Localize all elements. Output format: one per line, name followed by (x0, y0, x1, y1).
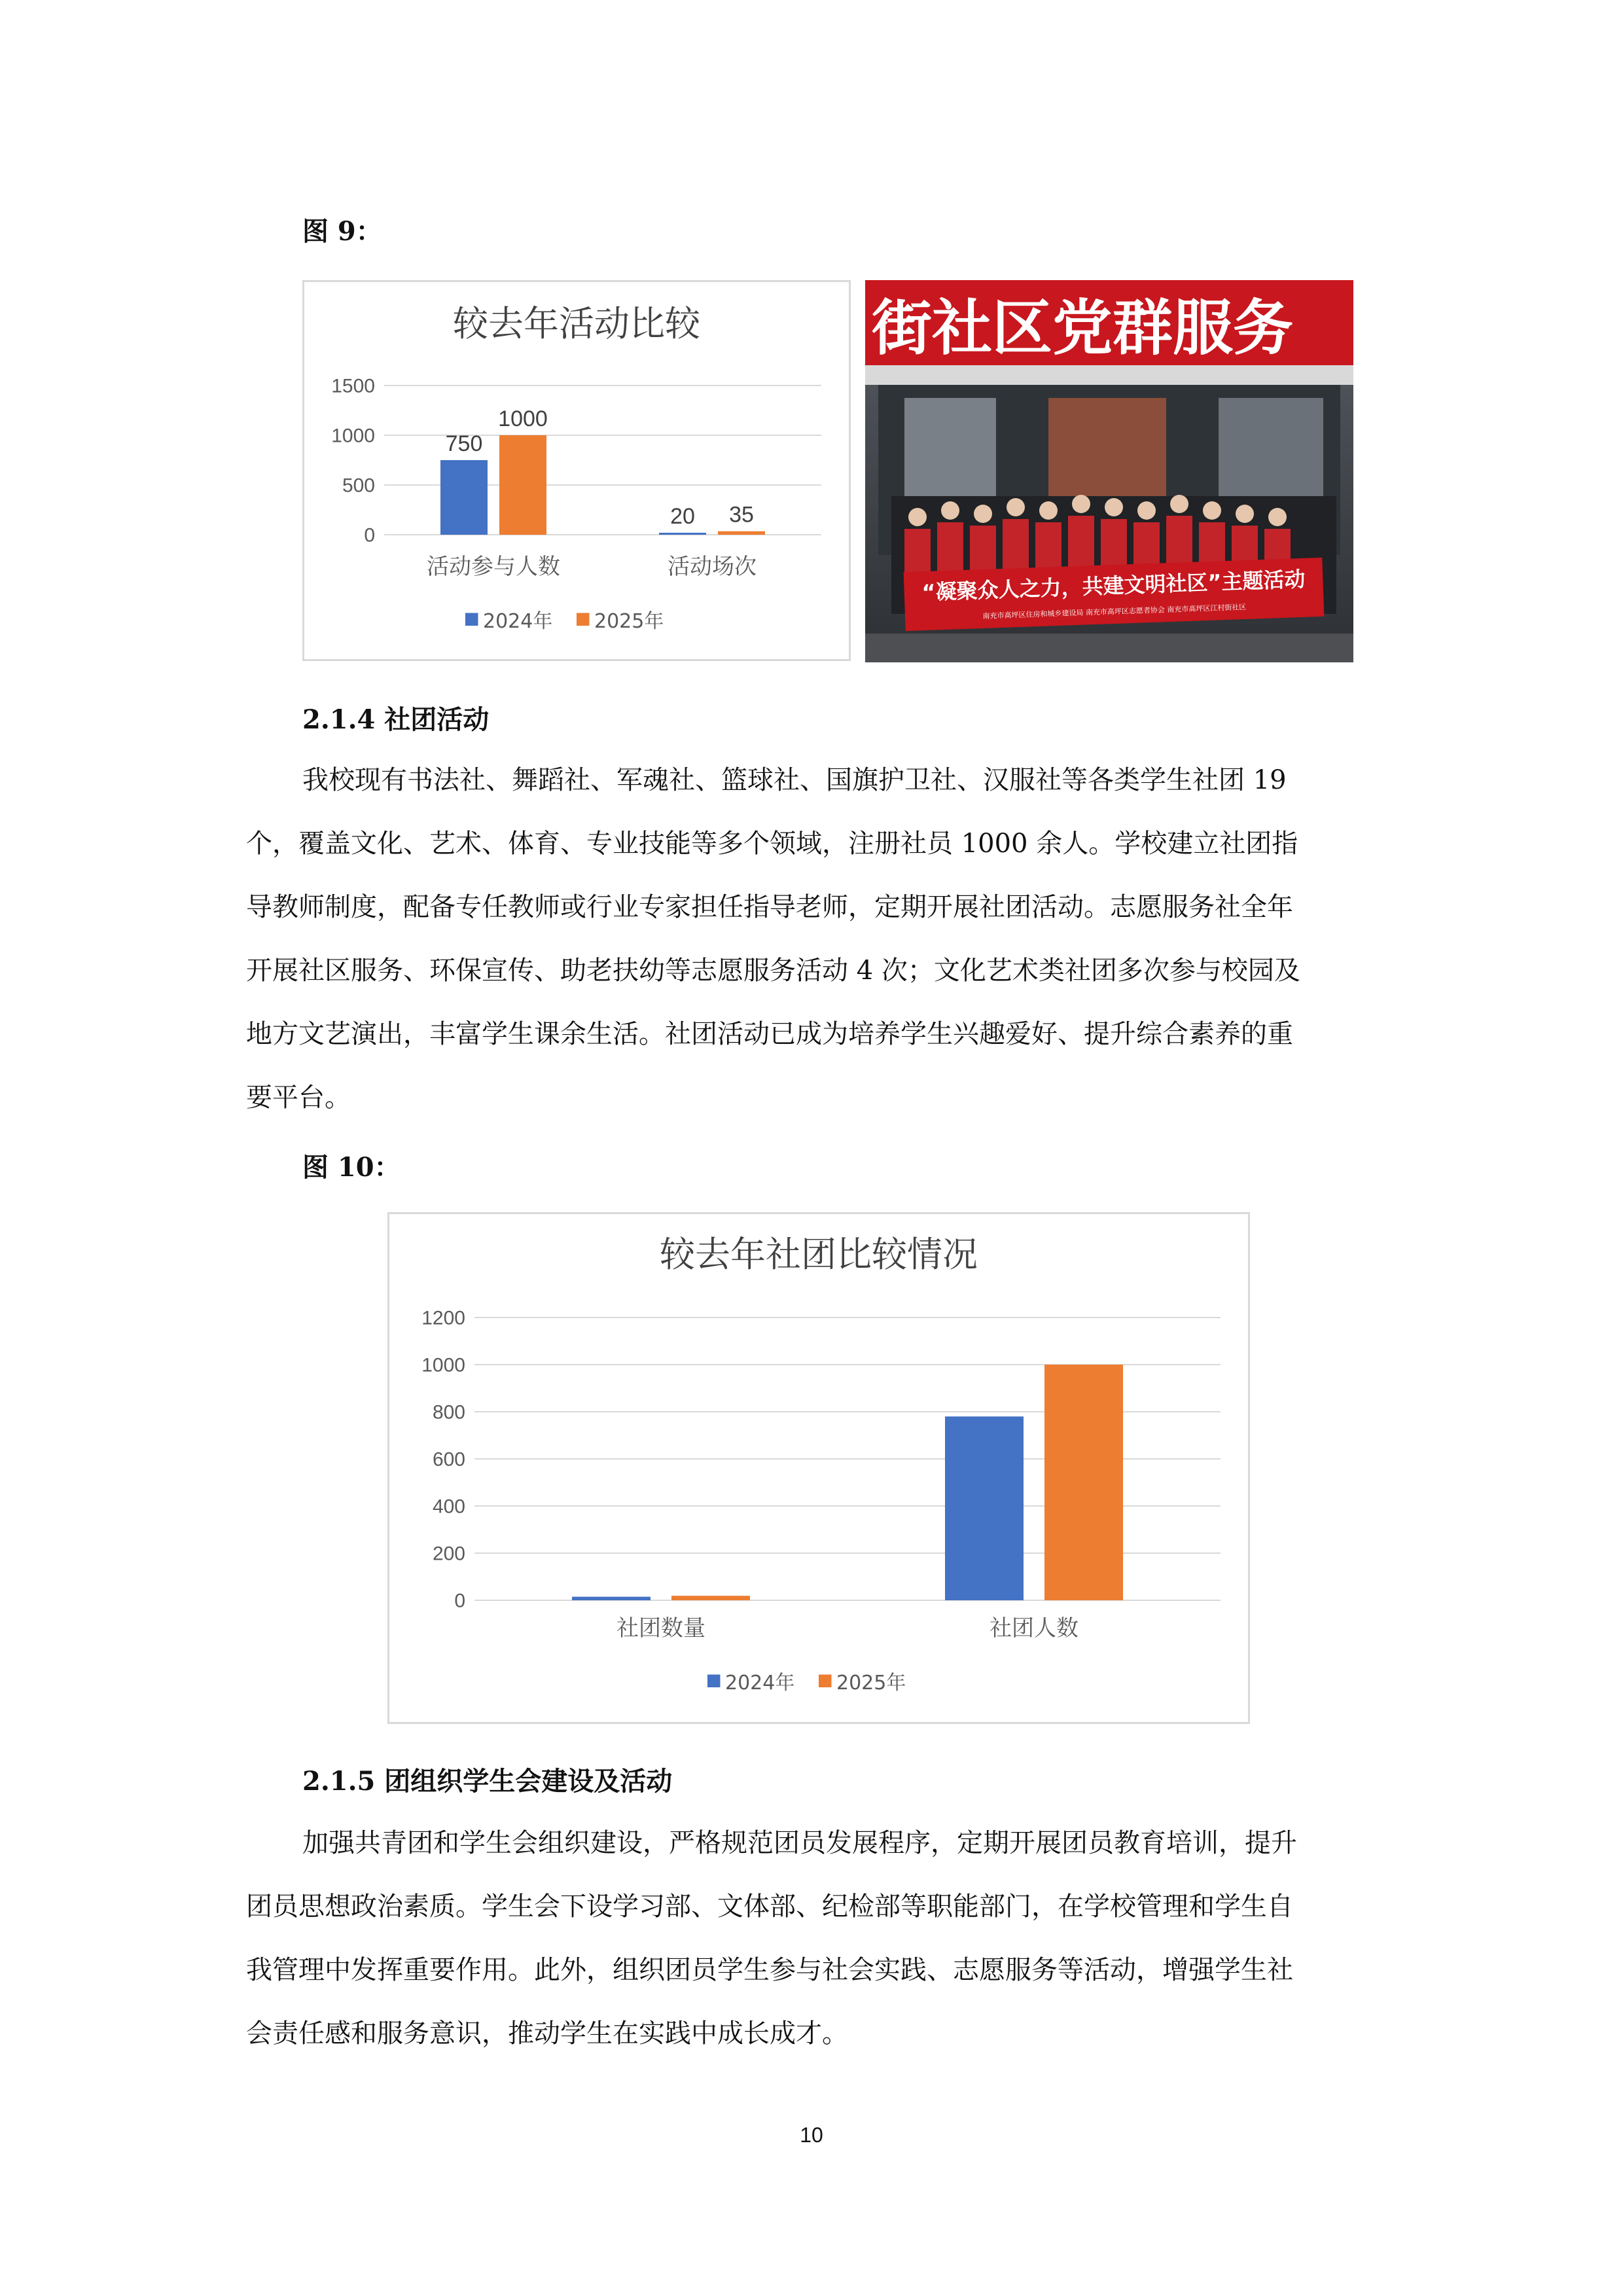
y-tick-label: 1500 (331, 375, 375, 397)
bar (499, 435, 546, 535)
figure-10-chart (387, 1212, 1250, 1724)
legend (465, 610, 664, 633)
figure-9-label: 图 9： (302, 216, 382, 247)
paragraph-line: 团员思想政治素质。学生会下设学习部、文体部、纪检部等职能部门，在学校管理和学生自 (246, 1892, 1293, 1922)
figure-10-label: 图 10： (302, 1152, 401, 1183)
legend-swatch (465, 613, 478, 626)
bar (572, 1597, 651, 1600)
paragraph-line: 开展社区服务、环保宣传、助老扶幼等志愿服务活动 4 次；文化艺术类社团多次参与校园及 (246, 956, 1300, 986)
paragraph-line: 地方文艺演出，丰富学生课余生活。社团活动已成为培养学生兴趣爱好、提升综合素养的重 (246, 1019, 1293, 1049)
legend-label: 2024年 (483, 610, 553, 633)
legend-label: 2024年 (725, 1672, 795, 1695)
paragraph-line: 加强共青团和学生会组织建设，严格规范团员发展程序，定期开展团员教育培训，提升 (302, 1828, 1297, 1858)
figure-9-chart (302, 280, 851, 661)
x-category-label: 社团数量 (616, 1615, 705, 1641)
legend-label: 2025年 (836, 1672, 906, 1695)
data-label: 1000 (498, 406, 548, 431)
paragraph-line: 会责任感和服务意识，推动学生在实践中成长成才。 (246, 2018, 848, 2049)
y-tick-label: 800 (432, 1401, 465, 1424)
paragraph-line: 我管理中发挥重要作用。此外，组织团员学生参与社会实践、志愿服务等活动，增强学生社 (246, 1955, 1293, 1985)
data-label: 20 (670, 503, 695, 529)
chart-title: 较去年活动比较 (453, 303, 700, 344)
legend-swatch (819, 1675, 832, 1688)
sign-text: 街社区党群服务 (872, 293, 1294, 363)
y-tick-label: 600 (432, 1448, 465, 1471)
data-label: 35 (729, 502, 754, 528)
banner-subtext: 南充市高坪区住房和城乡建设局 南充市高坪区志愿者协会 南充市高坪区江村街社区 (982, 602, 1247, 621)
y-tick-label: 0 (364, 524, 375, 547)
y-tick-label: 400 (432, 1496, 465, 1518)
legend-label: 2025年 (594, 610, 664, 633)
bar (671, 1596, 750, 1600)
section-heading-club-activities: 2.1.4 社团活动 (302, 704, 490, 735)
y-tick-label: 1000 (421, 1354, 465, 1376)
chart-title: 较去年社团比较情况 (660, 1234, 978, 1275)
bar (659, 533, 706, 535)
x-category-label: 活动场次 (668, 554, 757, 580)
page-number: 10 (800, 2123, 823, 2147)
paragraph-club-activities (246, 749, 1378, 1130)
bar (718, 531, 765, 535)
paragraph-youth-league (246, 1812, 1378, 2066)
paragraph-line: 个，覆盖文化、艺术、体育、专业技能等多个领域，注册社员 1000 余人。学校建立社团指 (246, 829, 1298, 859)
group-photo (865, 280, 1353, 662)
club-comparison-chart (389, 1214, 1248, 1722)
paragraph-line: 要平台。 (246, 1083, 351, 1113)
bar (440, 460, 488, 535)
y-tick-label: 0 (454, 1590, 465, 1612)
banner-text: “凝聚众人之力，共建文明社区”主题活动 (921, 566, 1306, 605)
bar (945, 1416, 1024, 1600)
y-tick-label: 200 (432, 1543, 465, 1565)
activity-comparison-chart (304, 282, 849, 659)
x-category-label: 社团人数 (990, 1615, 1079, 1641)
x-category-label: 活动参与人数 (427, 554, 560, 580)
legend (707, 1672, 906, 1695)
paragraph-line: 我校现有书法社、舞蹈社、军魂社、篮球社、国旗护卫社、汉服社等各类学生社团 19 (302, 765, 1287, 795)
paragraph-line: 导教师制度，配备专任教师或行业专家担任指导老师，定期开展社团活动。志愿服务社全年 (246, 892, 1293, 922)
section-heading-youth-league: 2.1.5 团组织学生会建设及活动 (302, 1766, 673, 1797)
legend-swatch (707, 1675, 721, 1688)
bar (1044, 1365, 1123, 1600)
legend-swatch (577, 613, 590, 626)
y-tick-label: 500 (342, 475, 375, 497)
y-tick-label: 1000 (331, 425, 375, 447)
group-photo-image (865, 280, 1353, 662)
y-tick-label: 1200 (421, 1307, 465, 1329)
data-label: 750 (445, 431, 483, 456)
